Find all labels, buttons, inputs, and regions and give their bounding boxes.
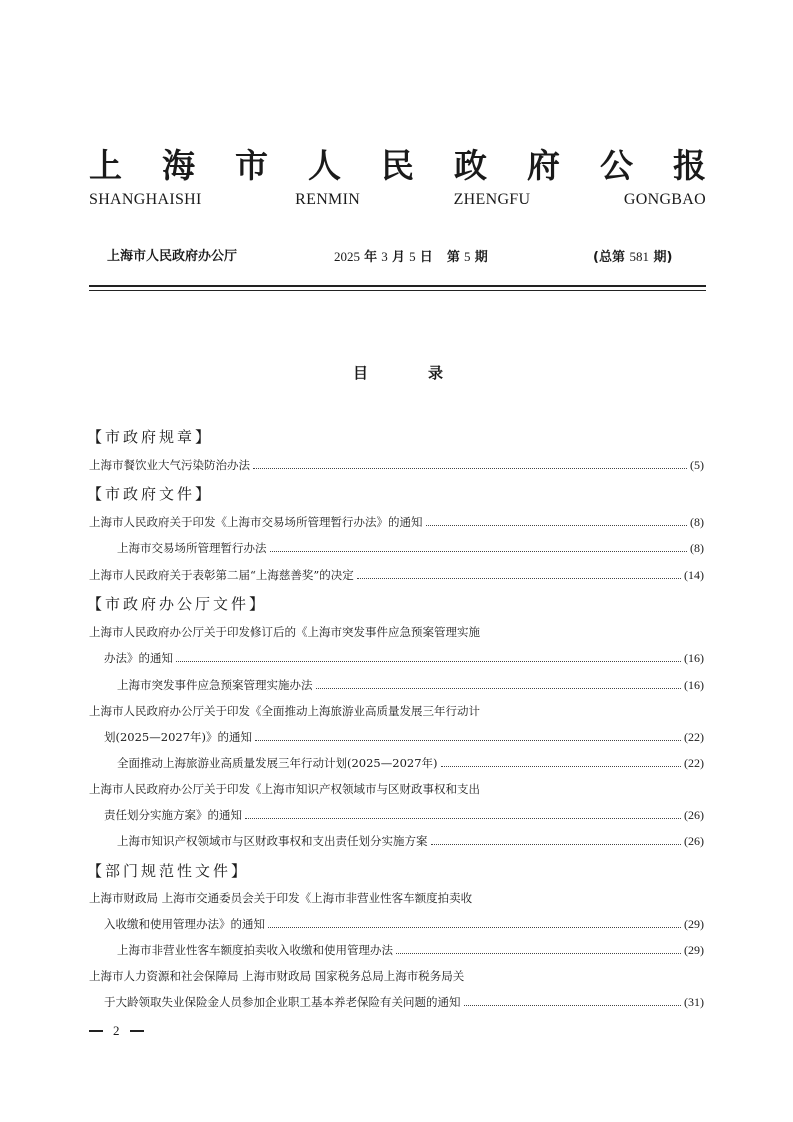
page-number-value: 2 [113,1023,120,1038]
toc-entry-page: (26) [684,808,704,822]
title-char: 海 [162,145,195,185]
dot-leader [245,817,681,819]
title-char: 上 [89,145,122,185]
toc-entry-page: (16) [684,678,704,692]
toc-entry-page: (29) [684,917,704,931]
toc-entry-title-line1[interactable]: 上海市人民政府办公厅关于印发修订后的《上海市突发事件应急预案管理实施 [89,625,480,639]
publisher-name: 上海市人民政府办公厅 [107,249,238,264]
pinyin-word: SHANGHAISHI [89,191,202,208]
dot-leader [426,524,688,526]
toc-entry-title: 上海市非营业性客车额度拍卖收入收缴和使用管理办法 [117,943,393,957]
pinyin-word: RENMIN [295,191,361,208]
issue-day: 5 [409,249,416,264]
toc-subentry[interactable] [117,833,704,849]
dot-leader [464,1004,682,1006]
title-char: 政 [454,145,487,185]
toc-entry-title-line1[interactable]: 上海市人力资源和社会保障局 上海市财政局 国家税务总局上海市税务局关 [89,969,465,983]
toc-entry-page: (29) [684,943,704,957]
title-char: 市 [235,145,268,185]
dot-leader [255,739,681,741]
dot-leader [176,660,681,662]
gazette-title [89,140,706,186]
toc-entry-title: 上海市知识产权领域市与区财政事权和支出责任划分实施方案 [117,834,428,848]
toc-entry-title: 上海市餐饮业大气污染防治办法 [89,458,250,472]
toc-entry-page: (31) [684,995,704,1009]
toc-entry[interactable] [104,994,704,1010]
toc-entry-title: 上海市人民政府关于印发《上海市交易场所管理暂行办法》的通知 [89,515,423,529]
toc-entry[interactable] [104,729,704,745]
toc-subentry[interactable] [117,540,704,556]
dash-right [130,1030,144,1032]
toc-entry-page: (26) [684,834,704,848]
issue-year: 2025 [334,249,360,264]
toc-entry-title: 办法》的通知 [104,651,173,665]
toc-entry-title-line1[interactable]: 上海市人民政府办公厅关于印发《上海市知识产权领域市与区财政事权和支出 [89,782,480,796]
dash-left [89,1030,103,1032]
dot-leader [270,550,688,552]
toc-entry-page: (22) [684,756,704,770]
dot-leader [441,765,681,767]
toc-entry[interactable] [89,457,704,473]
toc-entry[interactable] [89,514,704,530]
issue-number: 5 [464,249,471,264]
total-issue-number: (总第 581 期) [593,249,673,265]
title-char: 府 [527,145,560,185]
toc-entry-title: 上海市交易场所管理暂行办法 [117,541,267,555]
section-heading: 【市政府规章】 [87,428,214,446]
pinyin-word: ZHENGFU [453,191,531,208]
toc-entry-page: (8) [690,515,704,529]
dot-leader [253,467,687,469]
page-number [89,1022,144,1040]
title-char: 公 [600,145,633,185]
toc-subentry[interactable] [117,755,704,771]
toc-entry-title-line1[interactable]: 上海市财政局 上海市交通委员会关于印发《上海市非营业性客车额度拍卖收 [89,891,473,905]
gazette-title-pinyin [89,189,706,211]
toc-entry-title: 于大龄领取失业保险金人员参加企业职工基本养老保险有关问题的通知 [104,995,461,1009]
header-divider-thick [89,285,706,287]
toc-subentry[interactable] [117,942,704,958]
toc-entry[interactable] [104,807,704,823]
dot-leader [431,843,682,845]
dot-leader [316,687,682,689]
title-char: 民 [381,145,414,185]
toc-entry-title: 上海市突发事件应急预案管理实施办法 [117,678,313,692]
title-char: 人 [308,145,341,185]
toc-entry-title: 全面推动上海旅游业高质量发展三年行动计划(2025—2027年) [117,756,438,770]
toc-entry-page: (22) [684,730,704,744]
toc-entry[interactable] [104,650,704,666]
dot-leader [268,926,681,928]
toc-entry-page: (16) [684,651,704,665]
dot-leader [357,577,681,579]
toc-subentry[interactable] [117,677,704,693]
toc-entry-page: (8) [690,541,704,555]
toc-entry-title-line1[interactable]: 上海市人民政府办公厅关于印发《全面推动上海旅游业高质量发展三年行动计 [89,704,480,718]
toc-entry-title: 入收缴和使用管理办法》的通知 [104,917,265,931]
pinyin-word: GONGBAO [623,191,706,208]
dot-leader [396,952,681,954]
toc-entry-title: 责任划分实施方案》的通知 [104,808,242,822]
toc-entry[interactable] [89,567,704,583]
toc-entry-title: 划(2025—2027年)》的通知 [104,730,253,744]
toc-entry-page: (14) [684,568,704,582]
toc-entry[interactable] [104,916,704,932]
header-divider-thin [89,290,706,291]
title-char: 报 [673,145,706,185]
section-heading: 【市政府办公厅文件】 [87,595,268,613]
toc-entry-page: (5) [690,458,704,472]
toc-entry-title: 上海市人民政府关于表彰第二届“上海慈善奖”的决定 [89,568,354,582]
toc-title: 目 录 [353,363,443,382]
section-heading: 【部门规范性文件】 [87,862,250,880]
issue-month: 3 [381,249,388,264]
issue-date: 2025 年 3 月 5 日 第 5 期 [334,249,488,265]
section-heading: 【市政府文件】 [87,485,214,503]
